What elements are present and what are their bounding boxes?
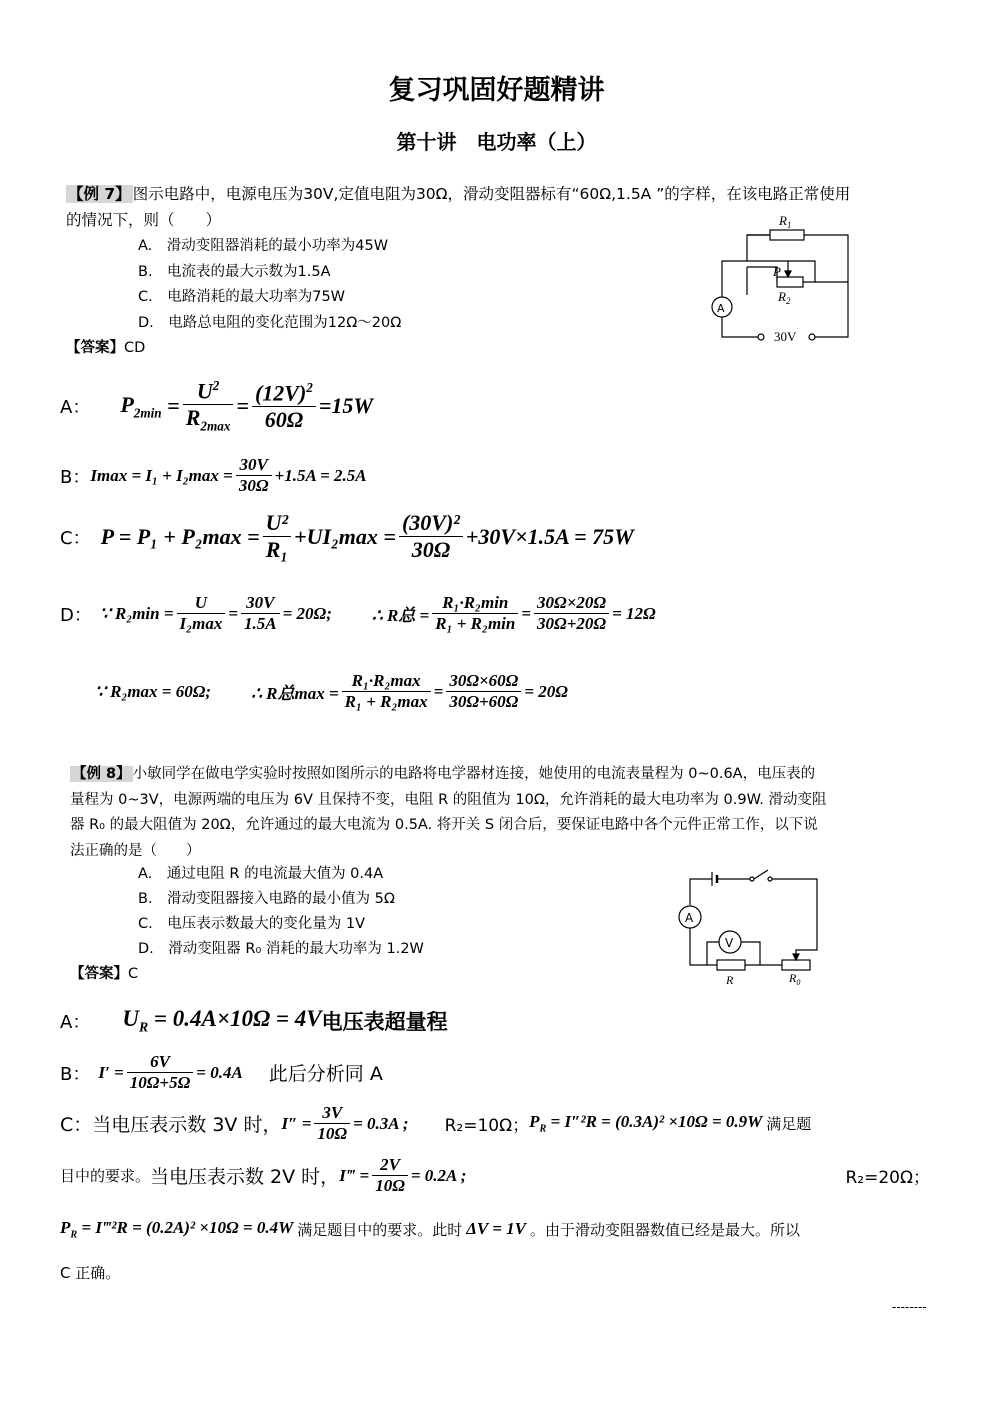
solution-7-d-line-2: ∵ R₂max = 60Ω; ∴ R总max = $\frac{\text{R₁·R₂max}}{\text{R₁ + R₂max}}$ = $\frac{30\Omega\times 60\Omega}{30\Omega+60\Omega}$ = 20Ω (95, 671, 568, 711)
circuit-7-r1-label: $R_1$ (779, 213, 792, 230)
page-footer: -------- (892, 1300, 927, 1314)
circuit-7-ammeter-label: A (717, 302, 725, 315)
solution-7-d-line-1: D： ∵ R₂min = $\frac{U}{\text{I₂max}}$ = $\frac{30V}{1.5A}$ = 20Ω; ∴ R总 = $\frac{\text{R₁·R₂min}}{\text{R₁ + R₂min}}$ = $\frac{30\Omega\times 20\Omega}{30\Omega+20\Omega}$ = 12Ω (60, 593, 656, 633)
solution-8-c-line-3: $P_R$ = I‴²R = (0.2A)² ×10Ω = 0.4W 满足题目中的要求。此时 ΔV = 1V 。由于滑动变阻器数值已经是最大。所以 (60, 1218, 800, 1241)
solution-7-c: C： P = P₁ + P₂max = $\frac{\text{U²}}{\text{R₁}}$ +UI₂max = $\frac{\text{(30V)²}}{30\Omega}$ +30V×1.5A = 75W (60, 510, 634, 562)
example-7-answer (66, 336, 145, 357)
page-title: 复习巩固好题精讲 (388, 75, 605, 106)
solution-7-a: A： $P_{2min}$ = $\frac{U^2}{R_{2max}}$ = $\frac{(12V)^2}{60\Omega}$ =15W (60, 378, 373, 434)
example-8-option-c: C. 电压表示数最大的变化量为 1V (138, 916, 365, 932)
example-8-answer-value: C (128, 966, 139, 982)
example-7-option-a: A. 滑动变阻器消耗的最小功率为45W (138, 238, 389, 254)
solution-8-a-label: A： (60, 1012, 91, 1033)
example-8-stem-line-1: 小敏同学在做电学实验时按照如图所示的电路将电学器材连接，她使用的电流表量程为 0~0.6A，电压表的 (132, 766, 816, 782)
example-7-options (138, 234, 401, 336)
example-7-stem-line-2: 的情况下，则（ ） (66, 211, 222, 229)
example-7-stem-line-1: 图示电路中，电源电压为30V,定值电阻为30Ω，滑动变阻器标有“60Ω,1.5A ”的字样，在该电路正常使用 (132, 185, 851, 203)
solution-8-c-line-4: C 正确。 (60, 1264, 121, 1282)
solution-8-b-label: B： (60, 1063, 91, 1085)
solution-8-a-equation: $U_R = 0.4A\times 10\Omega = 4V$ (122, 1006, 322, 1035)
solution-8-c-label: C： (60, 1114, 93, 1136)
solution-7-b-label: B： (60, 466, 91, 488)
example-8-answer (70, 962, 138, 983)
solution-8-b: B： I′ = $\frac{6V}{10\Omega+5\Omega}$ = 0.4A 此后分析同 A (60, 1052, 383, 1092)
example-7-tag: 【例 7】 (68, 185, 131, 203)
example-8-option-b: B. 滑动变阻器接入电路的最小值为 5Ω (138, 891, 395, 907)
example-7-circuit-diagram (700, 205, 860, 345)
example-8-options (138, 862, 424, 962)
solution-8-c-line-1: C： 当电压表示数 3V 时， I″ = $\frac{3V}{10\Omega}$ = 0.3A ; R₂=10Ω； $P_R = I''^2R = (0.3A)^2 \times 10\Omega = 0.9W$ 满足题 (60, 1103, 812, 1143)
example-8-circuit-diagram (672, 865, 832, 990)
example-7-option-c: C. 电路消耗的最大功率为75W (138, 289, 346, 305)
example-8-stem-line-4: 法正确的是（ ） (70, 842, 201, 859)
circuit-7-r2-label: $R_2$ (778, 289, 791, 306)
solution-7-b: B： Imax = I₁ + I₂max = $\frac{30V}{30\Omega}$ +1.5A = 2.5A (60, 455, 367, 495)
example-8-stem-line-2: 量程为 0~3V，电源两端的电压为 6V 且保持不变，电阻 R 的阻值为 10Ω，允许消耗的最大电功率为 0.9W. 滑动变阻 (70, 791, 827, 808)
page-subtitle: 第十讲 电功率（上） (396, 130, 597, 154)
example-8-option-d: D. 滑动变阻器 R₀ 消耗的最大功率为 1.2W (138, 941, 424, 957)
example-8-tag: 【例 8】 (72, 766, 131, 782)
circuit-7-voltage-label: 30V (774, 329, 797, 344)
example-7-option-b: B. 电流表的最大示数为1.5A (138, 263, 331, 280)
example-7-answer-label: 【答案】 (66, 340, 124, 356)
solution-8-c-line-2: 目中的要求。 当电压表示数 2V 时， I‴ = $\frac{2V}{10\Omega}$ = 0.2A ; R₂=20Ω； (60, 1155, 930, 1195)
example-7-option-d: D. 电路总电阻的变化范围为12Ω～20Ω (138, 314, 402, 331)
circuit-8-r0-label: $R_0$ (789, 971, 801, 987)
circuit-8-ammeter-label: A (685, 911, 694, 925)
solution-7-a-label: A： (60, 397, 91, 419)
solution-8-a: A： $U_R = 0.4A\times 10\Omega = 4V$ 电压表超量程 (60, 1006, 448, 1035)
circuit-8-r-label: R (726, 973, 734, 987)
example-8-stem (70, 762, 930, 864)
circuit-8-voltmeter-label: V (725, 936, 734, 950)
solution-7-a-lhs: $P_{2min}$ (120, 391, 162, 421)
example-7-answer-value: CD (124, 340, 146, 356)
example-8-stem-line-3: 器 R₀ 的最大阻值为 20Ω，允许通过的最大电流为 0.5A. 将开关 S 闭合后，要保证电路中各个元件正常工作，以下说 (70, 817, 818, 833)
solution-7-d-label: D： (60, 604, 92, 626)
solution-7-c-label: C： (60, 527, 91, 549)
circuit-7-p-label: P (773, 264, 781, 279)
example-8-option-a: A. 通过电阻 R 的电流最大值为 0.4A (138, 866, 384, 882)
example-8-answer-label: 【答案】 (70, 966, 128, 982)
